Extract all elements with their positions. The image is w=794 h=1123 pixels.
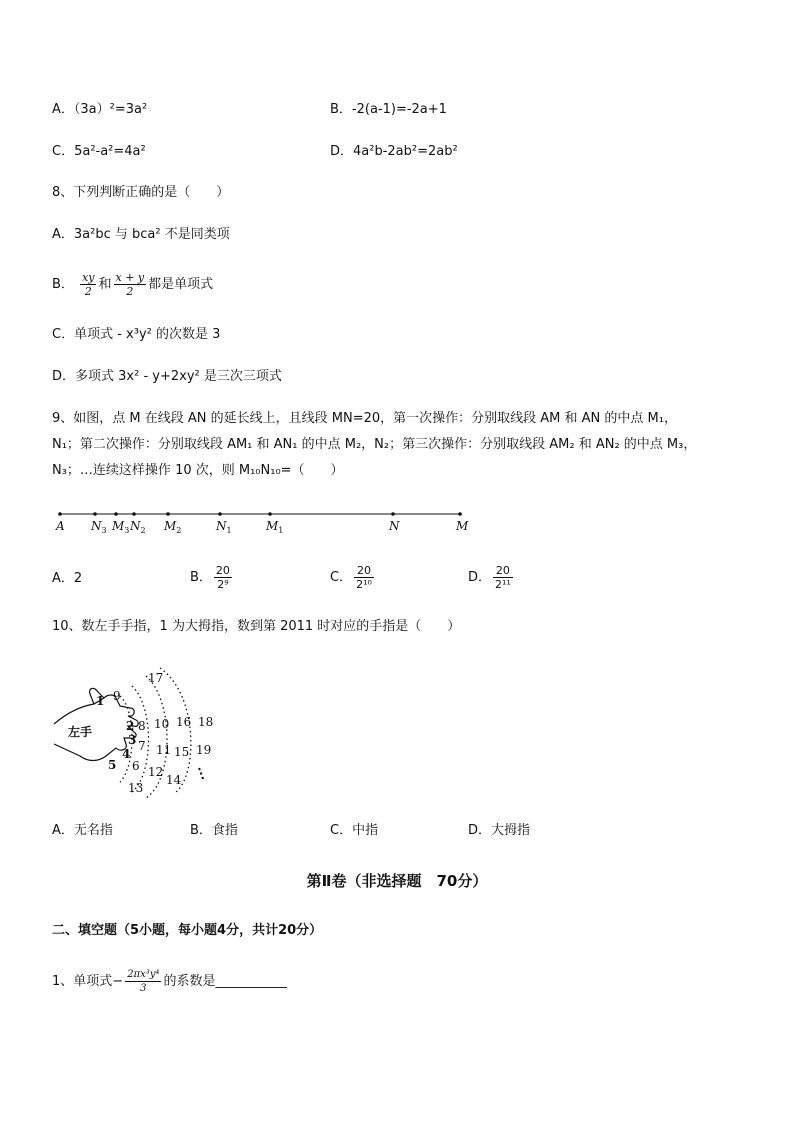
q7-option-d [330, 144, 458, 160]
question-suffix: 的系数是___________ [163, 974, 287, 989]
finger-count-number: 11 [156, 743, 172, 757]
q7-option-c [52, 144, 146, 160]
fraction-x-plus-y-over-2 [114, 271, 147, 298]
numerator: x + y [115, 271, 145, 284]
option-text: -2(a-1)=-2a+1 [351, 102, 447, 117]
finger-count-number: 8 [138, 719, 146, 733]
q10-option-a [52, 823, 113, 839]
denominator: 2¹⁰ [356, 578, 372, 591]
numerator: 2πx³y⁴ [127, 969, 160, 980]
option-label: D． [468, 823, 492, 838]
question-prefix: 1、单项式 [52, 974, 113, 989]
finger-count-number: 10 [154, 717, 170, 731]
option-label: C． [52, 327, 75, 342]
fraction [493, 564, 513, 591]
option-text: 单项式 - x³y² 的次数是 3 [74, 327, 221, 342]
section-2-title: 第Ⅱ卷（非选择题 70分） [306, 872, 488, 890]
option-text: 5a²-a²=4a² [74, 144, 146, 159]
q9-line-3: N₃；…连续这样操作 10 次，则 M₁₀N₁₀=（ ） [52, 463, 344, 478]
finger-count-number: 12 [148, 765, 164, 779]
option-text: 无名指 [73, 823, 113, 838]
option-label: C． [330, 823, 353, 838]
option-text: 多项式 3x² - y+2xy² 是三次三项式 [75, 369, 282, 384]
option-label: A． [52, 571, 74, 586]
segment-point-label: $N_3$ [91, 519, 107, 535]
option-text: 都是单项式 [148, 277, 214, 292]
option-label: B． [190, 823, 212, 838]
option-label: A． [52, 227, 74, 242]
q10-option-c [330, 823, 378, 839]
finger-count-number: 1 [96, 694, 105, 708]
fill-question-1 [52, 962, 287, 1002]
option-text: 3a²bc 与 bca² 不是同类项 [73, 227, 230, 242]
finger-count-number: 13 [128, 781, 144, 795]
numerator: 20 [354, 564, 374, 578]
q9-option-b [190, 560, 234, 596]
segment-point-label: $M_1$ [266, 519, 284, 535]
q7-option-b [330, 102, 447, 118]
option-label: D． [468, 570, 492, 585]
segment-point-label: $N_2$ [130, 519, 146, 535]
q8-option-d [52, 369, 282, 385]
segment-point-label: M [456, 519, 469, 533]
finger-count-number: 19 [196, 743, 212, 757]
option-label: C． [52, 144, 75, 159]
numerator: xy [82, 271, 95, 284]
segment-point-label: N [389, 519, 400, 533]
finger-count-number: 7 [138, 739, 146, 753]
segment-point [93, 512, 97, 516]
finger-count-number: 4 [122, 747, 131, 761]
option-text: 食指 [211, 823, 238, 838]
q7-option-a [52, 102, 147, 118]
fraction-xy-over-2 [80, 271, 96, 298]
segment-point-label: $M_2$ [164, 519, 182, 535]
segment-point [166, 512, 170, 516]
segment-point-label: $M_3$ [112, 519, 130, 535]
q8-option-a [52, 227, 230, 243]
segment-point [458, 512, 462, 516]
conjunction: 和 [98, 277, 112, 292]
option-label: A． [52, 102, 74, 117]
q8-option-c [52, 327, 220, 343]
numerator: 20 [493, 564, 513, 578]
hand-label: 左手 [68, 725, 93, 739]
finger-count-number: 9 [113, 689, 121, 703]
q9-line-2: N₁；第二次操作：分别取线段 AM₁ 和 AN₁ 的中点 M₂，N₂；第三次操作：分别取线段 AM₂ 和 AN₂ 的中点 M₃， [52, 437, 697, 452]
finger-count-number: 16 [176, 715, 192, 729]
option-text: （3a）²=3a² [73, 102, 148, 117]
finger-count-number: 2 [126, 719, 135, 733]
q10-option-d [468, 823, 530, 839]
finger-count-number: 17 [148, 671, 164, 685]
segment-point-label: A [56, 519, 65, 533]
q9-option-d [468, 560, 515, 596]
option-text: 大拇指 [491, 823, 531, 838]
q9-line-1: 9、如图，点 M 在线段 AN 的延长线上，且线段 MN=20，第一次操作：分别取线段 AM 和 AN 的中点 M₁， [52, 411, 677, 426]
option-label: A． [52, 823, 74, 838]
option-label: D． [330, 144, 354, 159]
option-text: 4a²b-2ab²=2ab² [353, 144, 458, 159]
segment-point [391, 512, 395, 516]
continuation-dots: ⋮ [191, 763, 211, 784]
option-label: B． [330, 102, 352, 117]
left-hand-counting-figure [50, 664, 230, 800]
denominator: 3 [140, 983, 147, 994]
count-arc-3 [146, 676, 170, 798]
q9-option-a [52, 571, 82, 587]
finger-count-number: 3 [128, 733, 137, 747]
denominator: 2 [126, 285, 134, 298]
segment-point [58, 512, 62, 516]
q10-stem: 10、数左手手指，1 为大拇指，数到第 2011 时对应的手指是（ ） [52, 619, 461, 634]
fraction [214, 564, 232, 591]
q8-stem: 8、下列判断正确的是（ ） [52, 185, 230, 200]
monomial-fraction [125, 968, 161, 995]
option-text: 中指 [352, 823, 379, 838]
q8-option-b [52, 270, 213, 300]
denominator: 2 [84, 285, 92, 298]
q9-segment-figure [50, 505, 480, 535]
option-label: C． [330, 570, 353, 585]
option-label: B． [190, 570, 212, 585]
segment-point [268, 512, 272, 516]
finger-count-number: 5 [108, 758, 117, 772]
segment-point [132, 512, 136, 516]
finger-count-number: 15 [174, 745, 190, 759]
q9-option-c [330, 560, 376, 596]
finger-count-number: 14 [166, 773, 182, 787]
option-label: D． [52, 369, 76, 384]
fraction [354, 564, 374, 591]
finger-count-number: 6 [132, 759, 140, 773]
numerator: 20 [215, 564, 230, 577]
finger-count-number: 18 [198, 715, 214, 729]
denominator: 2¹¹ [495, 578, 511, 591]
segment-point [218, 512, 222, 516]
fill-in-heading: 二、填空题（5小题，每小题4分，共计20分） [52, 923, 323, 938]
q10-option-b [190, 823, 238, 839]
option-text: 2 [73, 571, 83, 586]
denominator: 2⁹ [217, 578, 229, 591]
minus-sign: − [112, 974, 124, 989]
option-label: B． [52, 277, 74, 292]
segment-point-label: $N_1$ [216, 519, 232, 535]
segment-point [114, 512, 118, 516]
